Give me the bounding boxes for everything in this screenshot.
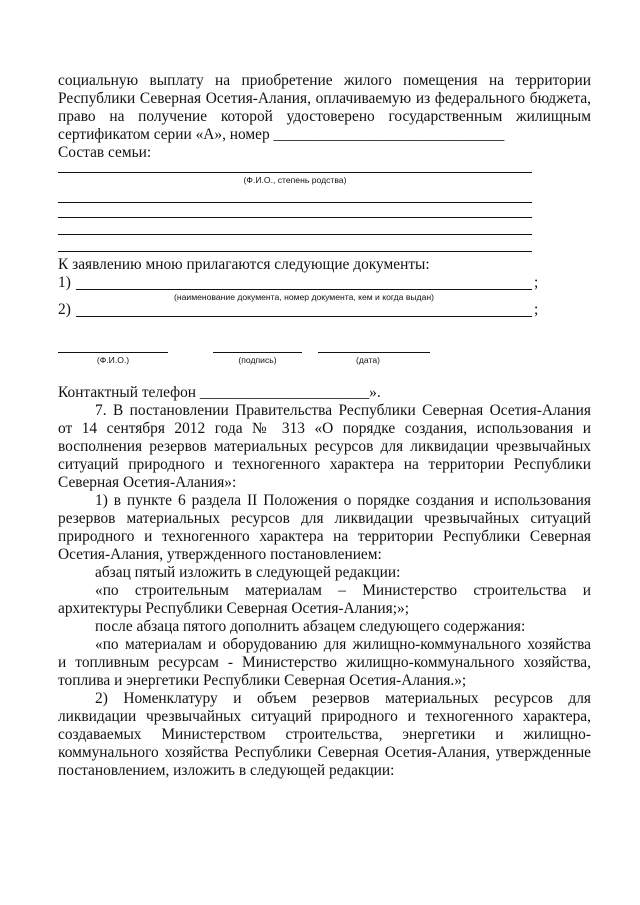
documents-intro: К заявлению мною прилагаются следующие документы: <box>58 256 430 273</box>
paragraph-line: и топливным ресурсам - Министерство жилищно-коммунального хозяйства, <box>58 654 591 671</box>
paragraph-line: «по строительным материалам – Министерство строительства и <box>95 582 591 599</box>
family-line <box>58 251 532 252</box>
paragraph-line: 7. В постановлении Правительства Республики Северная Осетия-Алания <box>95 402 591 419</box>
family-heading: Состав семьи: <box>58 144 152 161</box>
paragraph-line: резервов материальных ресурсов для ликвидации чрезвычайных ситуаций <box>58 510 591 527</box>
paragraph-line: абзац пятый изложить в следующей редакции: <box>95 564 401 581</box>
item-number: 2) <box>58 301 71 318</box>
paragraph-line: 1) в пункте 6 раздела II Положения о порядке создания и использования <box>95 492 591 509</box>
date-caption: (дата) <box>356 355 380 365</box>
paragraph-line: после абзаца пятого дополнить абзацем следующего содержания: <box>95 618 526 635</box>
family-line <box>58 217 532 218</box>
paragraph-line: восполнения резервов материальных ресурсов для ликвидации чрезвычайных <box>58 438 591 455</box>
signature-line-sign <box>213 352 302 353</box>
paragraph-line: коммунального хозяйства Республики Северная Осетия-Алания, утвержденные <box>58 744 591 761</box>
item-semicolon: ; <box>534 301 539 318</box>
paragraph-line: природного и техногенного характера на территории Республики Северная <box>58 528 591 545</box>
paragraph-line: право на получение которой удостоверено государственным жилищным <box>58 108 591 125</box>
paragraph-line: топлива и энергетики Республики Северная Осетия-Алания.»; <box>58 672 467 689</box>
family-line <box>58 202 532 203</box>
paragraph-line: ликвидации чрезвычайных ситуаций природного и техногенного характера, <box>58 708 591 725</box>
paragraph-line: Республики Северная Осетия-Алания, оплачиваемую из федерального бюджета, <box>58 90 591 107</box>
paragraph-line: от 14 сентября 2012 года № 313 «О порядке создания, использования и <box>58 420 591 437</box>
signature-caption: (подпись) <box>238 355 277 365</box>
paragraph-line: создаваемых Министерством строительства, энергетики и жилищно- <box>58 726 591 743</box>
item-number: 1) <box>58 274 71 291</box>
paragraph-line: архитектуры Республики Северная Осетия-Алания;»; <box>58 600 409 617</box>
family-caption: (Ф.И.О., степень родства) <box>243 175 347 185</box>
family-line <box>58 234 532 235</box>
certificate-number-line: сертификатом серии «А», номер ______________________________ <box>58 126 505 143</box>
family-line <box>58 172 532 173</box>
contact-phone: Контактный телефон ______________________». <box>58 384 381 401</box>
paragraph-line: «по материалам и оборудованию для жилищно-коммунального хозяйства <box>95 636 591 653</box>
paragraph-line: Осетия-Алания, утвержденного постановлением: <box>58 546 382 563</box>
paragraph-line: постановлением, изложить в следующей редакции: <box>58 762 395 779</box>
paragraph-line: Северная Осетия-Алания»: <box>58 474 237 491</box>
signature-line-date <box>318 352 430 353</box>
paragraph-line: ситуаций природного и техногенного характера на территории Республики <box>58 456 591 473</box>
document-line <box>76 316 532 317</box>
paragraph-line: социальную выплату на приобретение жилого помещения на территории <box>58 72 591 89</box>
item-semicolon: ; <box>534 274 539 291</box>
signature-line-fio <box>58 352 168 353</box>
fio-caption: (Ф.И.О.) <box>96 355 130 365</box>
document-line <box>76 289 532 290</box>
paragraph-line: 2) Номенклатуру и объем резервов материальных ресурсов для <box>95 690 591 707</box>
documents-caption: (наименование документа, номер документа, кем и когда выдан) <box>174 292 434 302</box>
